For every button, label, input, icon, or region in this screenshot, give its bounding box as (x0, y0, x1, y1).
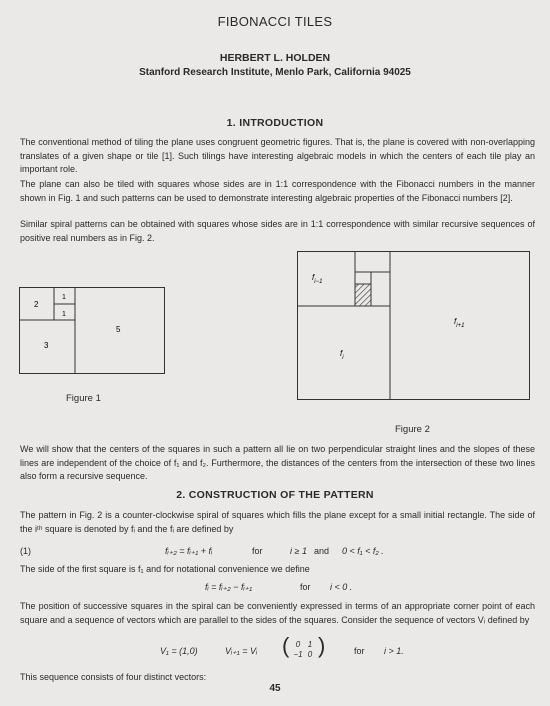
fig1-label-1a: 1 (62, 294, 66, 301)
fig1-label-5: 5 (116, 325, 121, 334)
equation-3-row (20, 633, 535, 665)
fig2-outer-rect (298, 252, 530, 400)
fig1-label-3: 3 (44, 341, 49, 350)
intro-paragraph-1: The conventional method of tiling the plane uses congruent geometric figures. That is, the plane is covered with non-overlapping translates of a given shape or tile [1]. Such tilings have interesting algebraic models in which the centers of each tile play an important role. (20, 137, 535, 175)
equation-3-condition: i > 1. (384, 646, 404, 656)
intro-paragraph-3: Similar spiral patterns can be obtained with squares whose sides are in 1:1 correspondence with similar recursive sequences of positive real numbers as in Fig. 2. (20, 219, 535, 243)
centers-paragraph: We will show that the centers of the squares in such a pattern all lie on two perpendicular straight lines and the slopes of these lines are independent of the choice of f₁ and f₂. Furthermore, the distances of the centers from the intersection of these two lines also form a recursive sequence. (20, 444, 535, 482)
equation-3-recurrence: Vᵢ₊₁ = Vᵢ (225, 646, 258, 656)
figure-2-diagram (296, 250, 532, 402)
construction-paragraph-4: This sequence consists of four distinct vectors: (20, 672, 207, 682)
equation-3-v1: V₁ = (1,0) (160, 646, 198, 656)
equation-1-row (20, 545, 535, 558)
section-heading-introduction: 1. INTRODUCTION (226, 117, 324, 129)
figure-1-caption: Figure 1 (66, 393, 101, 404)
matrix-cell: −1 (293, 650, 303, 659)
figure-1-diagram (18, 286, 168, 376)
equation-1-and: and (314, 546, 330, 556)
equation-2-condition: i < 0 . (330, 582, 353, 592)
page-number: 45 (269, 683, 281, 694)
construction-paragraph-1: The pattern in Fig. 2 is a counter-clockwise spiral of squares which fills the plane except for a small initial rectangle. The side of the iᵗʰ square is denoted by fᵢ and the fᵢ are defined by (20, 510, 535, 534)
fig2-label-f-i-plus-1: $f_{i+1}$ (454, 317, 465, 329)
construction-paragraph-3: The position of successive squares in the spiral can be conveniently expressed in terms of an appropriate corner point of each square and a sequence of vectors which are parallel to the sides of the squares. Consider the sequence of vectors Vᵢ defined by (20, 601, 535, 625)
equation-3-for: for (354, 646, 365, 656)
section-heading-construction: 2. CONSTRUCTION OF THE PATTERN (176, 489, 374, 501)
equation-1-number: (1) (20, 546, 31, 556)
figure-2-caption: Figure 2 (395, 424, 430, 435)
matrix-cell: 0 (295, 640, 301, 649)
equation-1-condition: i ≥ 1 (290, 546, 307, 556)
equation-1-for: for (252, 546, 263, 556)
author-name: HERBERT L. HOLDEN (219, 52, 331, 64)
fig2-label-f-i: $f_i$ (340, 349, 344, 361)
matrix-right-paren: ) (318, 633, 326, 658)
rotation-matrix (292, 640, 318, 660)
equation-1-recurrence: fᵢ₊₂ = fᵢ₊₁ + fᵢ (165, 546, 213, 556)
fig1-label-2: 2 (34, 300, 39, 309)
matrix-left-paren: ( (282, 633, 290, 658)
paper-title: FIBONACCI TILES (217, 14, 333, 29)
equation-1-condition-2: 0 < f₁ < f₂ . (342, 546, 384, 556)
fig2-label-f-i-1: $f_{i-1}$ (312, 273, 323, 285)
construction-paragraph-2: The side of the first square is f₁ and for notational convenience we define (20, 564, 310, 574)
intro-paragraph-2: The plane can also be tiled with squares whose sides are in 1:1 correspondence with the Fibonacci numbers in the manner shown in Fig. 1 and such patterns can be used to demonstrate interesting algebraic properties of the Fibonacci numbers [2]. (20, 179, 535, 203)
fig2-hatched-initial-rect (355, 284, 371, 306)
matrix-cell: 0 (307, 650, 313, 659)
equation-2-for: for (300, 582, 311, 592)
fig1-label-1b: 1 (62, 311, 66, 318)
matrix-cell: 1 (307, 640, 313, 649)
author-affiliation: Stanford Research Institute, Menlo Park, California 94025 (139, 67, 411, 78)
equation-2-definition: fᵢ = fᵢ₊₂ − fᵢ₊₁ (205, 582, 253, 592)
fig1-outer-rect (20, 288, 165, 374)
